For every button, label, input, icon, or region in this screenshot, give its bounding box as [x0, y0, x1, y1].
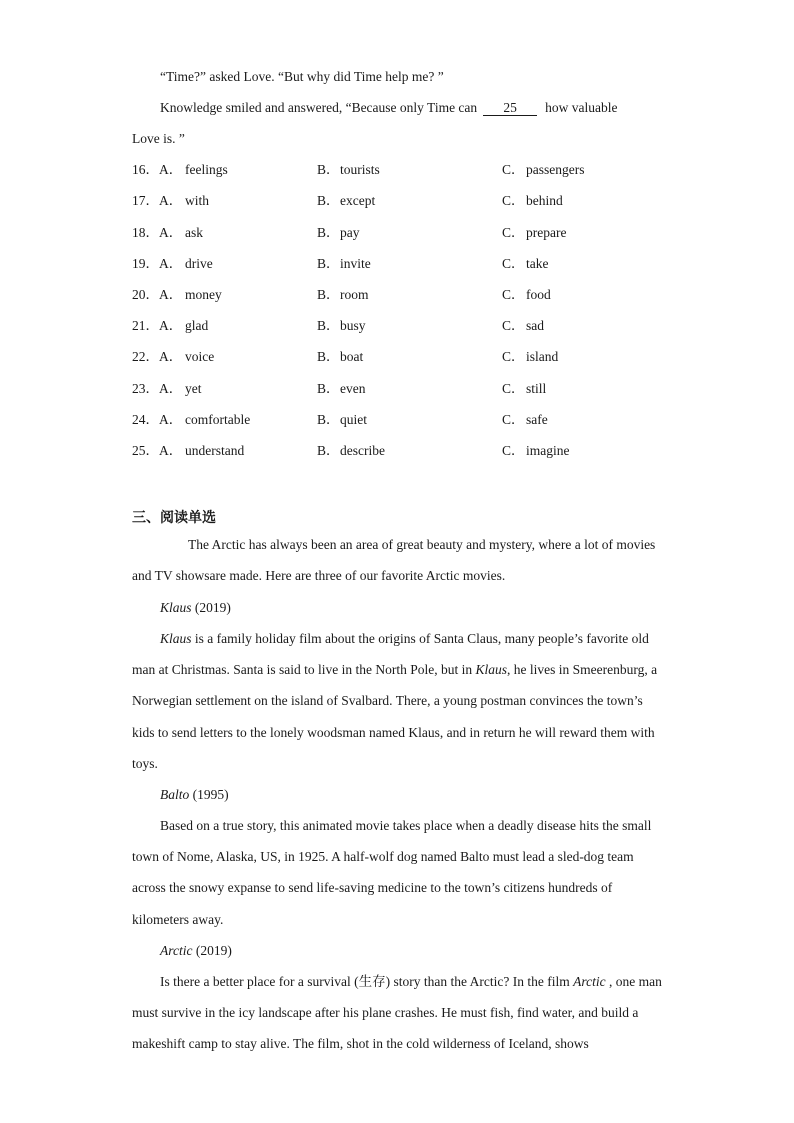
option-b: except	[340, 193, 376, 208]
option-a: glad	[185, 318, 209, 333]
option-b: quiet	[340, 412, 367, 427]
option-c-label: C．	[502, 318, 525, 333]
option-b: describe	[340, 443, 385, 458]
option-c: imagine	[526, 443, 570, 458]
option-row-21	[132, 317, 692, 335]
balto-body: Based on a true story, this animated movie takes place when a deadly disease hits the small town of Nome, Alaska, US, in 1925. A half-wolf dog named Balto must lead a sled-dog team across the snowy expanse to send life-saving medicine to the town’s citizens hundreds of kilometers away.	[132, 818, 652, 927]
story-line-1: “Time?” asked Love. “But why did Time help me? ”	[160, 69, 444, 84]
option-a: understand	[185, 443, 245, 458]
question-number: 21．A．	[132, 318, 183, 333]
option-row-20	[132, 286, 692, 304]
klaus-body-2: , he lives in Smeerenburg, a Norwegian settlement on the island of Svalbard. There, a young postman convinces the town’s kids to send letters to the lonely woodsman named Klaus, and in return he will reward them with toys.	[132, 662, 658, 771]
option-row-19	[132, 255, 692, 273]
option-b: pay	[340, 225, 360, 240]
question-number: 24．A．	[132, 412, 183, 427]
arctic-body-1: Is there a better place for a survival (生存) story than the Arctic? In the film	[160, 974, 574, 989]
answer-blank-25: 25	[483, 101, 537, 116]
option-b-label: B．	[317, 318, 340, 333]
option-c-label: C．	[502, 349, 525, 364]
option-c-label: C．	[502, 287, 525, 302]
option-b-label: B．	[317, 349, 340, 364]
option-c: sad	[526, 318, 544, 333]
option-a: money	[185, 287, 222, 302]
option-b: even	[340, 381, 366, 396]
option-b-label: B．	[317, 443, 340, 458]
balto-heading	[132, 779, 662, 810]
option-b-label: B．	[317, 381, 340, 396]
option-row-16	[132, 161, 692, 179]
option-c: take	[526, 256, 549, 271]
option-row-23	[132, 380, 692, 398]
option-row-18	[132, 224, 692, 242]
arctic-heading	[132, 935, 662, 966]
story-line-2-before: Knowledge smiled and answered, “Because only Time can	[160, 100, 478, 115]
balto-title: Balto	[160, 787, 190, 802]
option-c: island	[526, 349, 559, 364]
story-line-3: Love is. ”	[132, 131, 185, 146]
balto-year: (1995)	[189, 787, 229, 802]
reading-intro	[132, 529, 662, 591]
option-a: yet	[185, 381, 202, 396]
klaus-title: Klaus	[160, 600, 192, 615]
option-row-17	[132, 192, 692, 210]
klaus-year: (2019)	[191, 600, 231, 615]
option-a: feelings	[185, 162, 228, 177]
option-row-24	[132, 411, 692, 429]
arctic-year: (2019)	[192, 943, 232, 958]
option-a: drive	[185, 256, 213, 271]
question-number: 25．A．	[132, 443, 183, 458]
question-number: 22．A．	[132, 349, 183, 364]
option-a: ask	[185, 225, 203, 240]
option-c: safe	[526, 412, 548, 427]
option-a: with	[185, 193, 210, 208]
question-number: 16．A．	[132, 162, 183, 177]
option-b-label: B．	[317, 162, 340, 177]
option-c-label: C．	[502, 256, 525, 271]
option-b-label: B．	[317, 225, 340, 240]
option-c: prepare	[526, 225, 567, 240]
option-c-label: C．	[502, 412, 525, 427]
arctic-body-2: , one man must survive in the icy landscape after his plane crashes. He must fish, find water, and build a makeshift camp to stay alive. The film, shot in the cold wilderness of Iceland, shows	[132, 974, 662, 1052]
option-c-label: C．	[502, 443, 525, 458]
option-c: passengers	[526, 162, 585, 177]
option-a: voice	[185, 349, 215, 364]
klaus-paragraph	[132, 623, 662, 779]
arctic-paragraph	[132, 966, 662, 1060]
option-c: behind	[526, 193, 563, 208]
arctic-title-inline: Arctic	[573, 974, 606, 989]
option-c-label: C．	[502, 225, 525, 240]
klaus-title-inline-2: Klaus	[475, 662, 507, 678]
question-number: 20．A．	[132, 287, 183, 302]
klaus-heading	[132, 592, 662, 623]
option-c: food	[526, 287, 551, 302]
option-b: boat	[340, 349, 364, 364]
question-number: 18．A．	[132, 225, 183, 240]
option-b-label: B．	[317, 256, 340, 271]
option-row-22	[132, 348, 692, 366]
option-b: room	[340, 287, 369, 302]
section-heading: 三、阅读单选	[132, 510, 216, 526]
option-b-label: B．	[317, 193, 340, 208]
option-b-label: B．	[317, 412, 340, 427]
question-number: 17．A．	[132, 193, 183, 208]
option-b: invite	[340, 256, 371, 271]
story-line-2-after: how valuable	[545, 100, 618, 115]
option-c-label: C．	[502, 193, 525, 208]
klaus-title-inline: Klaus	[160, 631, 192, 646]
balto-paragraph	[132, 810, 662, 935]
klaus-body-1: is a family holiday film about the origins of Santa Claus, many people’s favorite old man at Christmas. Santa is said to live in the North Pole, but in	[132, 631, 649, 678]
reading-intro-text: The Arctic has always been an area of great beauty and mystery, where a lot of movies and TV showsare made. Here are three of our favorite Arctic movies.	[132, 537, 656, 584]
question-number: 23．A．	[132, 381, 183, 396]
arctic-title: Arctic	[160, 943, 193, 958]
option-a: comfortable	[185, 412, 251, 427]
option-c-label: C．	[502, 381, 525, 396]
option-c-label: C．	[502, 162, 525, 177]
option-c: still	[526, 381, 547, 396]
option-b: busy	[340, 318, 366, 333]
story-line-2	[160, 99, 618, 117]
option-b: tourists	[340, 162, 380, 177]
option-row-25	[132, 442, 692, 460]
option-b-label: B．	[317, 287, 340, 302]
question-number: 19．A．	[132, 256, 183, 271]
